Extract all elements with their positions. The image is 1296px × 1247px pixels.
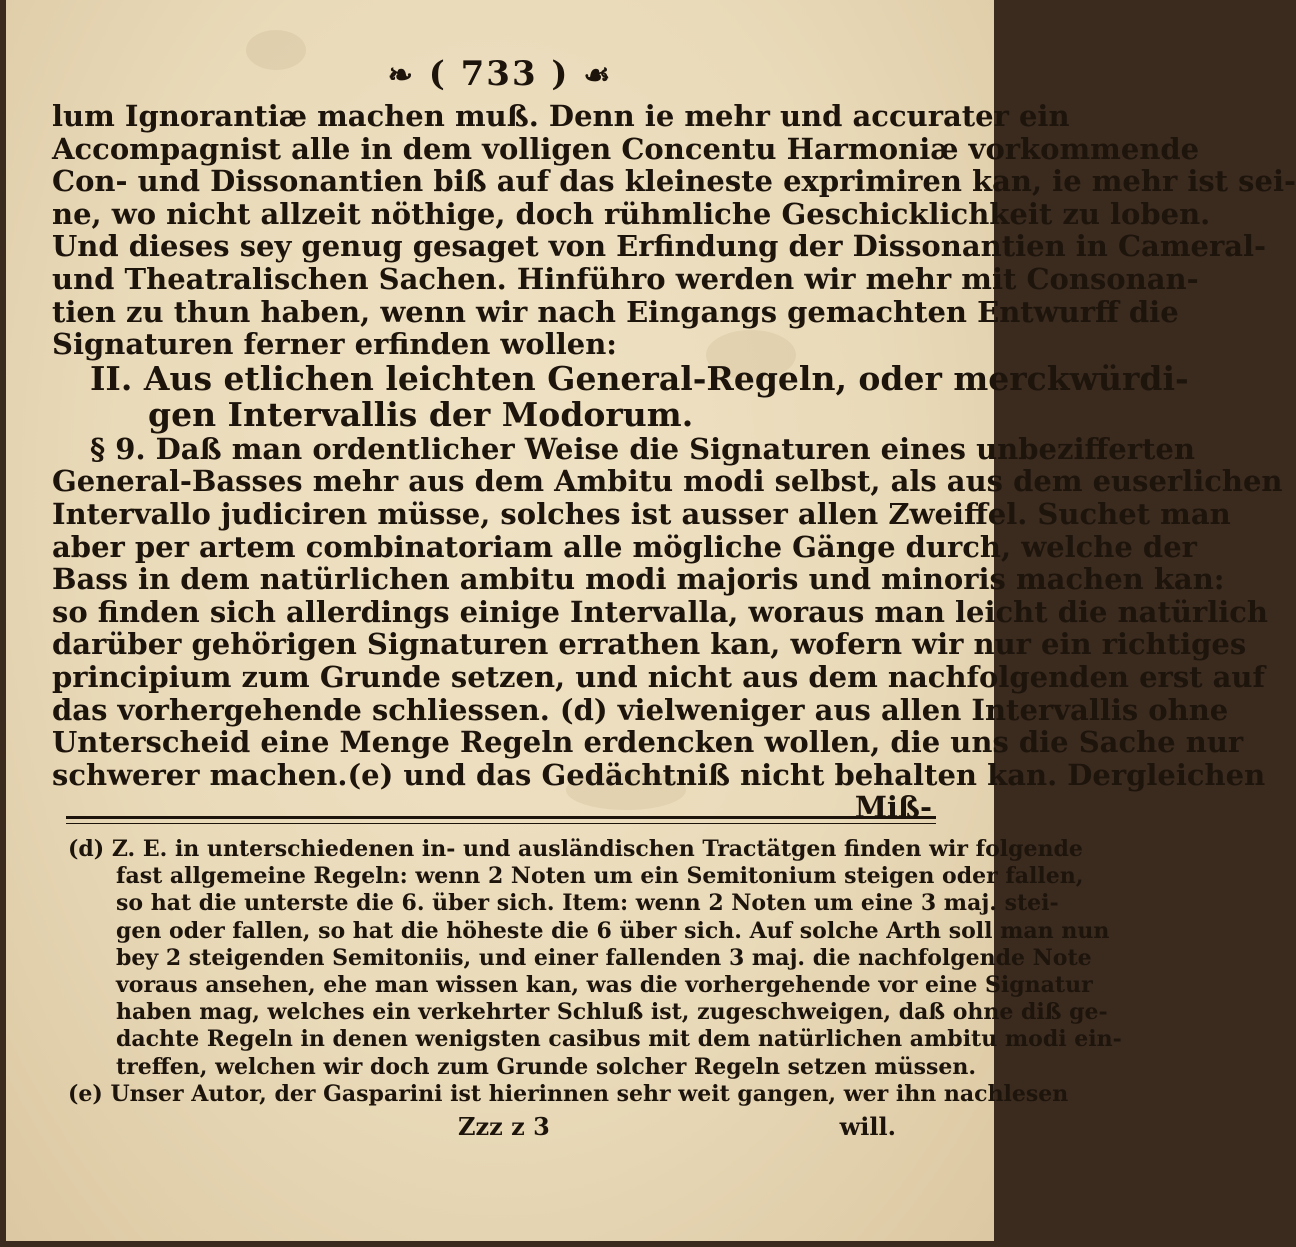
page-number: ( 733 )	[428, 54, 570, 94]
paragraph-line: Bass in dem natürlichen ambitu modi majoris und minoris machen kan:	[52, 562, 1225, 597]
section-heading-cont: gen Intervallis der Modorum.	[148, 394, 694, 434]
paragraph-line: General-Basses mehr aus dem Ambitu modi selbst, als aus dem euserlichen	[52, 464, 1283, 499]
text-line: Con- und Dissonantien biß auf das kleineste exprimiren kan, ie mehr ist sei-	[52, 164, 1296, 199]
footnote-line: treffen, welchen wir doch zum Grunde solcher Regeln setzen müssen.	[116, 1053, 977, 1080]
footnote-line: (e) Unser Autor, der Gasparini ist hierinnen sehr weit gangen, wer ihn nachlesen	[68, 1080, 1069, 1107]
main-text	[52, 99, 1296, 825]
page-header	[6, 54, 994, 94]
paragraph-line: das vorhergehende schliessen. (d) vielweniger aus allen Intervallis ohne	[52, 692, 1229, 727]
footnote-rule-thin	[66, 823, 936, 824]
footnote-line: gen oder fallen, so hat die höheste die 6 über sich. Auf solche Arth soll man nun	[116, 917, 1110, 944]
signature-mark: Zzz z 3	[458, 1112, 550, 1141]
paragraph-line: darüber gehörigen Signaturen errathen kan, wofern wir nur ein richtiges	[52, 627, 1247, 662]
text-line: ne, wo nicht allzeit nöthige, doch rühmliche Geschicklichkeit zu loben.	[52, 196, 1211, 231]
text-line: Signaturen ferner erfinden wollen:	[52, 327, 618, 362]
footnote-line: haben mag, welches ein verkehrter Schluß ist, zugeschweigen, daß ohne diß ge-	[116, 999, 1108, 1026]
footnote-rule-thick	[66, 816, 936, 819]
paragraph-line: so finden sich allerdings einige Intervalla, woraus man leicht die natürlich	[52, 594, 1268, 629]
footnote-line: dachte Regeln in denen wenigsten casibus mit dem natürlichen ambitu modi ein-	[116, 1026, 1122, 1053]
footnote-line: bey 2 steigenden Semitoniis, und einer fallenden 3 maj. die nachfolgende Note	[116, 944, 1092, 971]
catchword-main: Miß-	[854, 790, 932, 825]
footnote-line: (d) Z. E. in unterschiedenen in- und ausländischen Tractätgen finden wir folgende	[68, 836, 1083, 862]
text-line: Und dieses sey genug gesaget von Erfindung der Dissonantien in Cameral-	[52, 229, 1267, 264]
text-line: und Theatralischen Sachen. Hinführo werden wir mehr mit Consonan-	[52, 261, 1199, 296]
text-line: tien zu thun haben, wenn wir nach Eingangs gemachten Entwurff die	[52, 294, 1179, 329]
catchword-footnote: will.	[839, 1112, 896, 1141]
section-heading: II. Aus etlichen leichten General-Regeln, oder merckwürdi-	[90, 358, 1189, 398]
paragraph-line: Unterscheid eine Menge Regeln erdencken wollen, die uns die Sache nur	[52, 725, 1244, 760]
footnote-line: voraus ansehen, ehe man wissen kan, was die vorhergehende vor eine Signatur	[116, 971, 1093, 998]
footnote-line: so hat die unterste die 6. über sich. Item: wenn 2 Noten um eine 3 maj. stei-	[116, 890, 1059, 917]
text-line: Accompagnist alle in dem volligen Concentu Harmoniæ vorkommende	[52, 131, 1200, 166]
paragraph-line: principium zum Grunde setzen, und nicht aus dem nachfolgenden erst auf	[52, 659, 1265, 694]
ornament-left: ❧	[387, 58, 415, 93]
ornament-right: ☙	[583, 58, 613, 93]
paragraph-line: schwerer machen.(e) und das Gedächtniß nicht behalten kan. Dergleichen	[52, 757, 1266, 792]
book-page	[6, 0, 1296, 1241]
footnotes	[68, 836, 1122, 1108]
paragraph-line: Intervallo judiciren müsse, solches ist ausser allen Zweiffel. Suchet man	[52, 496, 1231, 531]
text-line: lum Ignorantiæ machen muß. Denn ie mehr und accurater ein	[52, 99, 1070, 133]
paragraph-line: § 9. Daß man ordentlicher Weise die Signaturen eines unbezifferten	[90, 431, 1195, 466]
paragraph-line: aber per artem combinatoriam alle mögliche Gänge durch, welche der	[52, 529, 1197, 564]
footnote-line: fast allgemeine Regeln: wenn 2 Noten um ein Semitonium steigen oder fallen,	[116, 863, 1084, 890]
